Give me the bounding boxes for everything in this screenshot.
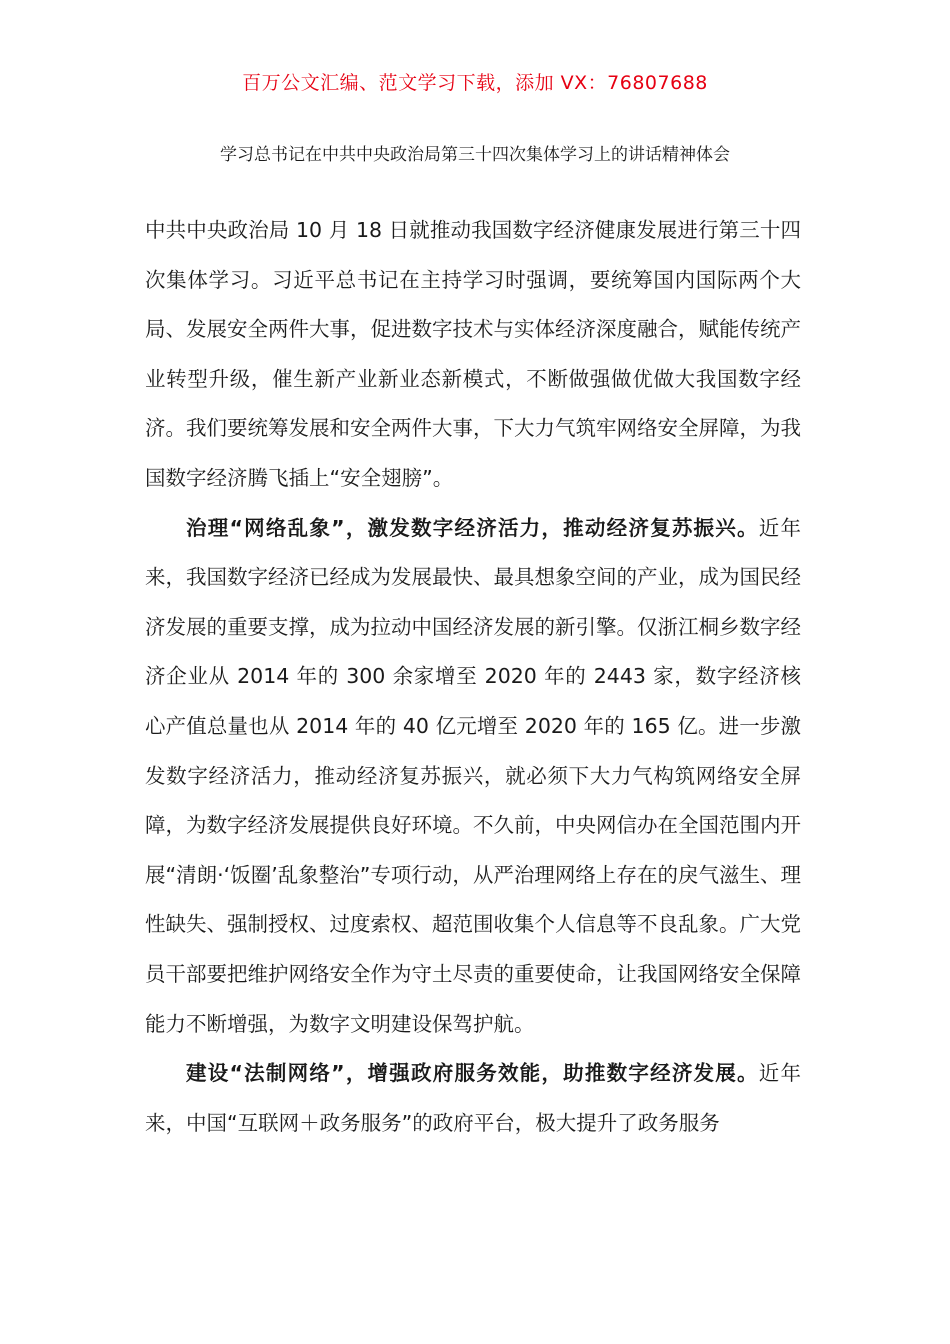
paragraph-text: 中共中央政治局 10 月 18 日就推动我国数字经济健康发展进行第三十四次集体学习。习近平总书记在主持学习时强调，要统筹国内国际两个大局、发展安全两件大事，促进数字技术与实体经济深度融合，赋能传统产业转型升级，催生新产业新业态新模式，不断做强做优做大我国数字经济。我们要统筹发展和安全两件大事，下大力气筑牢网络安全屏障，为我国数字经济腾飞插上“安全翅膀”。 [145, 218, 801, 490]
paragraph-intro [145, 206, 801, 504]
paragraph-lead: 建设“法制网络”，增强政府服务效能，助推数字经济发展。 [186, 1061, 759, 1086]
document-title: 学习总书记在中共中央政治局第三十四次集体学习上的讲话精神体会 [220, 145, 730, 165]
document-body [145, 206, 801, 1148]
paragraph-text: 近年来，中国“互联网＋政务服务”的政府平台，极大提升了政务服务 [145, 1061, 801, 1135]
paragraph-lead: 治理“网络乱象”，激发数字经济活力，推动经济复苏振兴。 [186, 515, 759, 540]
promo-banner: 百万公文汇编、范文学习下载，添加 VX：76807688 [242, 72, 708, 94]
paragraph-governance [145, 504, 801, 1050]
paragraph-legal-network [145, 1049, 801, 1148]
paragraph-text: 近年来，我国数字经济已经成为发展最快、最具想象空间的产业，成为国民经济发展的重要支撑，成为拉动中国经济发展的新引擎。仅浙江桐乡数字经济企业从 2014 年的 300 余家增至 2020 年的 2443 家，数字经济核心产值总量也从 2014 年的 40 亿元增至 2020 年的 165 亿。进一步激发数字经济活力，推动经济复苏振兴，就必须下大力气构筑网络安全屏障，为数字经济发展提供良好环境。不久前，中央网信办在全国范围内开展“清朗·‘饭圈’乱象整治”专项行动，从严治理网络上存在的戾气滋生、理性缺失、强制授权、过度索权、超范围收集个人信息等不良乱象。广大党员干部要把维护网络安全作为守土尽责的重要使命，让我国网络安全保障能力不断增强，为数字文明建设保驾护航。 [145, 515, 801, 1036]
